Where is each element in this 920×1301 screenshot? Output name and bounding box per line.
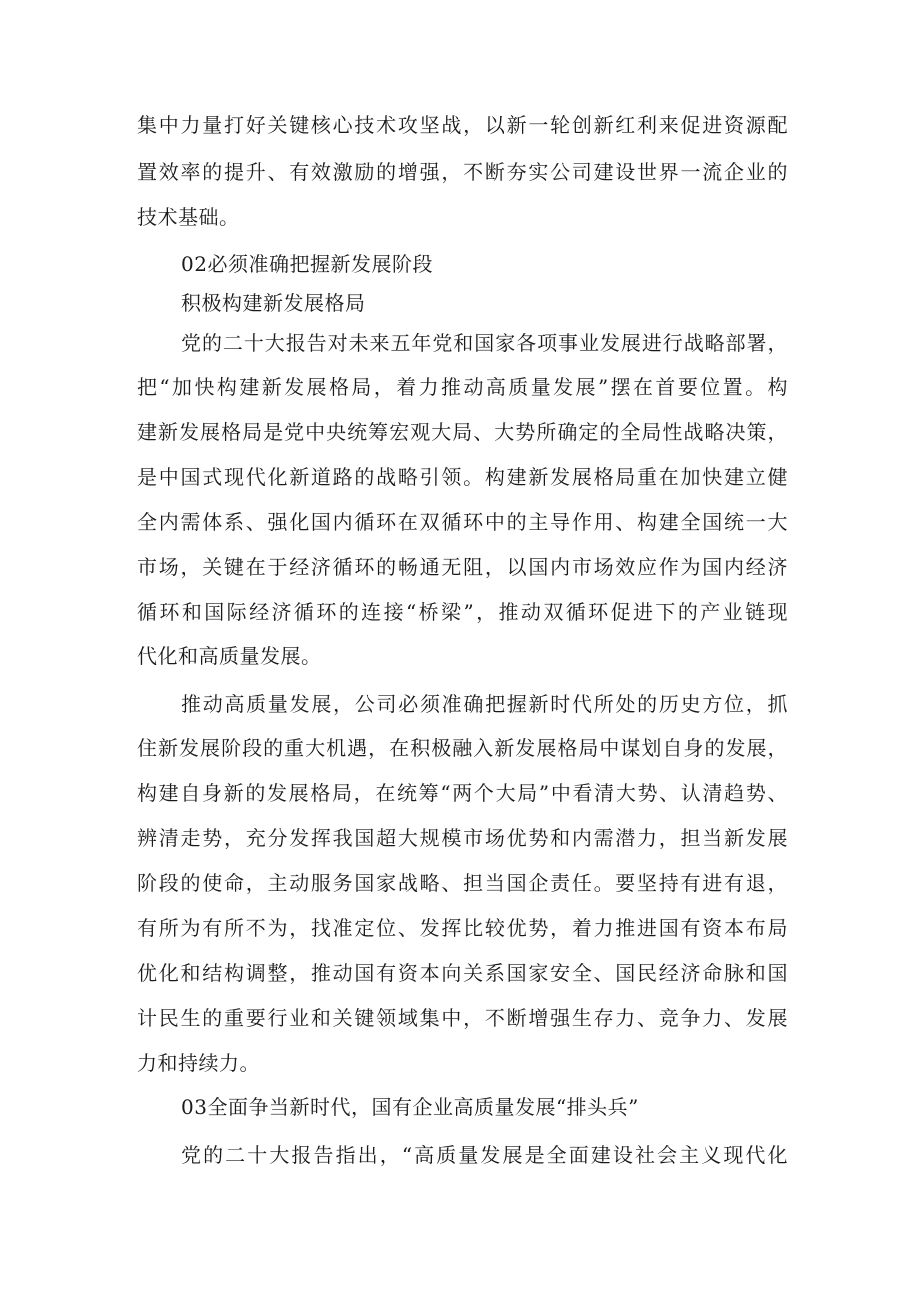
body-text-line: 力和持续力。 (137, 1051, 260, 1075)
body-text-line: 党的二十大报告对未来五年党和国家各项事业发展进行战略部署， (181, 331, 788, 355)
body-text-line: 构建自身新的发展格局，在统筹“两个大局”中看清大势、认清趋势、 (137, 781, 788, 805)
body-text-line: 计民生的重要行业和关键领域集中，不断增强生存力、竞争力、发展 (137, 1006, 788, 1030)
body-text-line: 住新发展阶段的重大机遇，在积极融入新发展格局中谋划自身的发展， (137, 736, 788, 760)
body-text-line: 代化和高质量发展。 (137, 644, 322, 668)
section-heading: 02必须准确把握新发展阶段 (181, 252, 433, 276)
body-text-line: 有所为有所不为，找准定位、发挥比较优势，着力推进国有资本布局 (137, 916, 788, 940)
body-text-line: 推动高质量发展，公司必须准确把握新时代所处的历史方位，抓 (181, 692, 788, 716)
body-text-line: 把“加快构建新发展格局，着力推动高质量发展”摆在首要位置。构 (137, 375, 788, 399)
body-text-line: 集中力量打好关键核心技术攻坚战，以新一轮创新红利来促进资源配 (137, 113, 788, 137)
body-text-line: 建新发展格局是党中央统筹宏观大局、大势所确定的全局性战略决策， (137, 420, 788, 444)
body-text-line: 党的二十大报告指出，“高质量发展是全面建设社会主义现代化 (181, 1143, 788, 1167)
body-text-line: 优化和结构调整，推动国有资本向关系国家安全、国民经济命脉和国 (137, 961, 788, 985)
body-text-line: 阶段的使命，主动服务国家战略、担当国企责任。要坚持有进有退， (137, 871, 788, 895)
body-text-line: 市场，关键在于经济循环的畅通无阻，以国内市场效应作为国内经济 (137, 555, 788, 579)
body-text-line: 辨清走势，充分发挥我国超大规模市场优势和内需潜力，担当新发展 (137, 826, 788, 850)
body-text-line: 技术基础。 (137, 205, 240, 229)
body-text-line: 循环和国际经济循环的连接“桥梁”，推动双循环促进下的产业链现 (137, 600, 788, 624)
body-text-line: 置效率的提升、有效激励的增强，不断夯实公司建设世界一流企业的 (137, 160, 788, 184)
body-text-line: 是中国式现代化新道路的战略引领。构建新发展格局重在加快建立健 (137, 465, 788, 489)
body-text-line: 全内需体系、强化国内循环在双循环中的主导作用、构建全国统一大 (137, 510, 788, 534)
section-heading: 03全面争当新时代，国有企业高质量发展“排头兵” (181, 1095, 639, 1119)
section-heading: 积极构建新发展格局 (181, 291, 366, 315)
